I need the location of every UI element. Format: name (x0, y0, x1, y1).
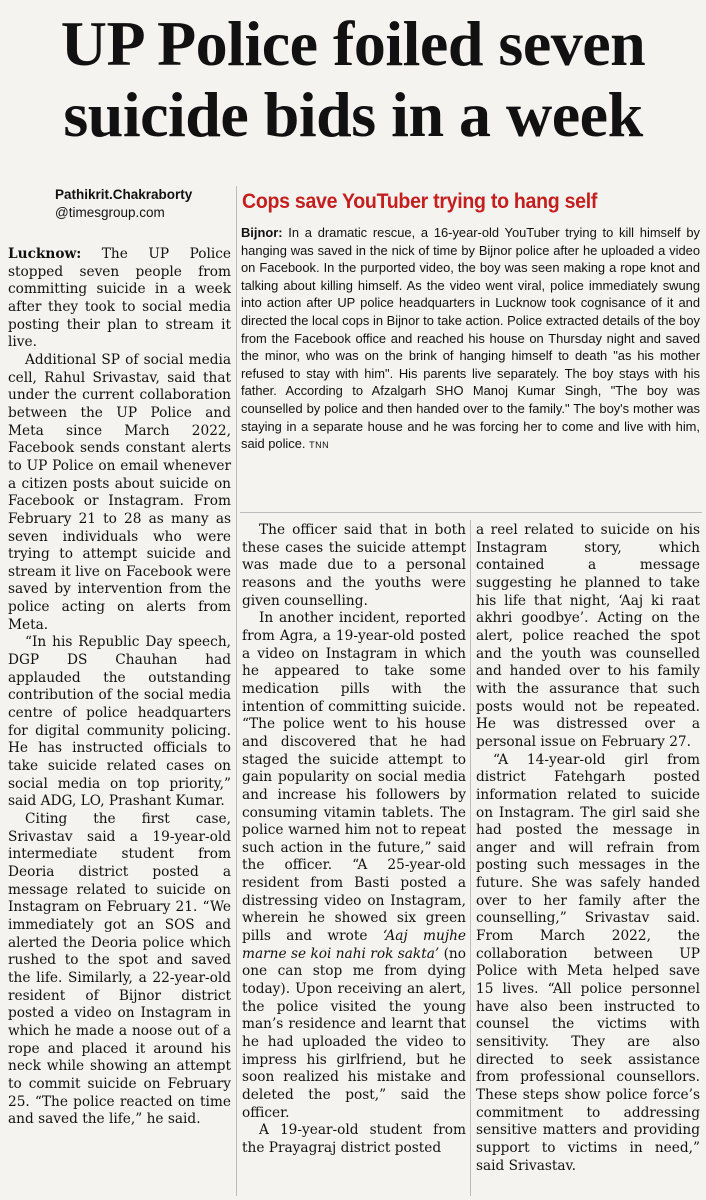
byline (55, 186, 235, 222)
quoted-message: ‘Aaj mujhe marne se koi nahi rok sakta’ (242, 928, 466, 962)
article-paragraph: In another incident, reported from Agra, a 19-year-old posted a video on Instagram in which he appeared to take some medication pills with the intention of committing suicide. “The police went to his house and discovered that he had staged the suicide attempt to gain popularity on social media and increase his followers by consuming vitamin tablets. The police warned him not to repeat such action in the future,” said the officer. “A 25-year-old resident from Basti posted a distressing video on Instagram, wherein he showed six green pills and wrote ‘Aaj mujhe marne se koi nahi rok sakta’ (no one can stop me from dying today). Upon receiving an alert, the police visited the young man’s residence and learnt that he had uploaded the video to impress his girlfriend, but he soon realized his mistake and deleted the post,” said the officer. (242, 610, 466, 1121)
article-column-1 (8, 246, 231, 1129)
article-paragraph: A 19-year-old student from the Prayagraj district posted (242, 1122, 466, 1156)
article-paragraph: a reel related to suicide on his Instagram story, which contained a message suggesting he planned to take his life that night, ‘Aaj ki raat akhri goodbye’. Acting on the alert, police reached the spot and the youth was counselled and handed over to his family with the assurance that such posts would not be repeated. He was distressed over a personal issue on February 27. (476, 522, 700, 750)
sidebar-divider (240, 512, 702, 513)
column-divider (236, 186, 237, 1196)
sidebar-body: In a dramatic rescue, a 16-year-old YouTuber trying to kill himself by hanging was saved in the nick of time by Bijnor police after he uploaded a video on Facebook. In the purported video, the boy was seen making a rope knot and talking about killing himself. As the video went viral, police immediately swung into action after UP police headquarters in Lucknow took cognisance of it and directed the local cops in Bijnor to take action. Police extracted details of the boy from the Facebook office and reached his house on Thursday night and saved the minor, who was on the brink of hanging himself to death "as his mother refused to stay with him". His parents live separately. The boy stays with his father. According to Afzalgarh SHO Manoj Kumar Singh, "The boy was counselled by police and then handed over to the family." The boy's mother was staying in a separate house and he was forcing her to come and live with him, said police. (241, 225, 700, 452)
article-dateline: Lucknow: (8, 246, 82, 262)
sidebar-credit: TNN (309, 440, 330, 451)
article-paragraph: Citing the first case, Srivastav said a 19-year-old intermediate student from Deoria district posted a message related to suicide on Instagram on February 21. “We immediately got an SOS and alerted the Deoria police which rushed to the spot and saved the life. Similarly, a 22-year-old resident of Bijnor district posted a video on Instagram in which he made a noose out of a rope and placed it around his neck while showing an attempt to commit suicide on February 25. “The police reacted on time and saved the life,” he said. (8, 811, 231, 1128)
byline-handle: @timesgroup.com (55, 205, 165, 220)
article-paragraph: “In his Republic Day speech, DGP DS Chauhan had applauded the outstanding contribution of the social media centre of police headquarters for digital community policing. He has instructed officials to take suicide related cases on social media on top priority,” said ADG, LO, Prashant Kumar. (8, 634, 231, 810)
sidebar-story (241, 224, 700, 455)
article-column-3 (476, 522, 700, 1175)
article-paragraph: “A 14-year-old girl from district Fatehgarh posted information related to suicide on Instagram. The girl said she had posted the message in anger and will refrain from posting such messages in the future. She was safely handed over to her family after the counselling,” Srivastav said. From March 2022, the collaboration between UP Police with Meta helped save 15 lives. “All police personnel have also been instructed to counsel the victims with sensitivity. They are also directed to seek assistance from professional counsellors. These steps show police force’s commitment to addressing sensitive matters and providing support to victims in need,” said Srivastav. (476, 751, 700, 1174)
article-paragraph: Lucknow: The UP Police stopped seven people from committing suicide in a week after they took to social media posting their plan to stream it live. (8, 246, 231, 351)
sidebar-dateline: Bijnor: (241, 225, 283, 240)
headline (0, 8, 706, 150)
sidebar-headline: Cops save YouTuber trying to hang self (242, 190, 598, 213)
article-column-2 (242, 522, 466, 1158)
column-divider (470, 520, 471, 1196)
byline-name: Pathikrit.Chakraborty (55, 187, 193, 202)
headline-line-1: UP Police foiled seven (60, 8, 646, 79)
article-paragraph: The officer said that in both these cases the suicide attempt was made due to a personal reasons and the youths were given counselling. (242, 522, 466, 609)
headline-line-2: suicide bids in a week (63, 79, 643, 150)
article-paragraph: Additional SP of social media cell, Rahul Srivastav, said that under the current collaboration between the UP Police and Meta since March 2022, Facebook sends constant alerts to UP Police on email whenever a citizen posts about suicide on Facebook or Instagram. From February 21 to 28 as many as seven individuals who were trying to attempt suicide and stream it live on Facebook were saved by intervention from the police acting on alerts from Meta. (8, 351, 231, 633)
